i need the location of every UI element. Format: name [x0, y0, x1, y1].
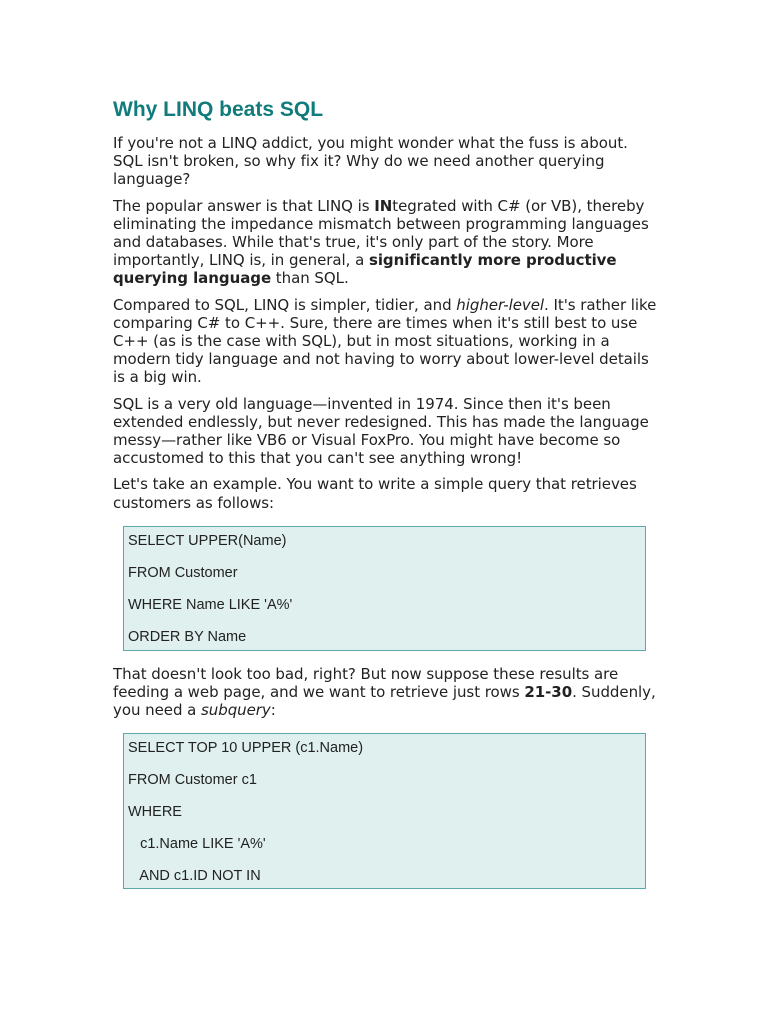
paragraph-example: Let's take an example. You want to write a simple query that retrieves customers as follows: — [113, 475, 637, 512]
paragraph-comparison — [113, 296, 661, 387]
code-block-simple-query — [123, 526, 646, 651]
code-line: WHERE — [128, 804, 182, 821]
bold-run: significantly more productive querying language — [113, 251, 617, 288]
code-line: c1.Name LIKE 'A%' — [128, 836, 266, 853]
code-line: ORDER BY Name — [128, 628, 247, 645]
bold-run: 21-30 — [524, 683, 573, 702]
paragraph-popular-answer — [113, 197, 661, 288]
code-line: WHERE Name LIKE 'A%' — [128, 596, 293, 613]
code-line: FROM Customer — [128, 564, 238, 581]
text-run: Compared to SQL, LINQ is simpler, tidier, and — [113, 295, 457, 314]
code-line: SELECT TOP 10 UPPER (c1.Name) — [128, 740, 364, 757]
text-run: tegrated with C# (or VB), thereby eliminating the impedance mismatch between programming languages and databases. While that's true, it's only part of the story. More importantly, LINQ is, in general, a — [113, 196, 649, 270]
text-run: That doesn't look too bad, right? But now suppose these results are feeding a web page, and we want to retrieve just rows — [113, 664, 619, 702]
code-block-paged-query — [123, 733, 646, 889]
paragraph-subquery — [113, 665, 661, 720]
article-title: Why LINQ beats SQL — [113, 98, 324, 121]
bold-run: IN — [374, 196, 393, 215]
article — [113, 96, 661, 889]
text-run: : — [270, 701, 276, 720]
paragraph-intro: If you're not a LINQ addict, you might wonder what the fuss is about. SQL isn't broken, so why fix it? Why do we need another querying language? — [113, 134, 628, 189]
text-run: The popular answer is that LINQ is — [113, 196, 375, 215]
text-run: than SQL. — [271, 269, 349, 288]
text-run: . It's rather like comparing C# to C++. Sure, there are times when it's still best to use C++ (as is the case with SQL), but in most situations, working in a modern tidy language and not having to worry about lower-level details is a big win. — [113, 295, 657, 387]
code-line: FROM Customer c1 — [128, 772, 257, 789]
code-line: SELECT UPPER(Name) — [128, 532, 287, 549]
paragraph-sql-history: SQL is a very old language—invented in 1974. Since then it's been extended endlessly, but never redesigned. This has made the language messy—rather like VB6 or Visual FoxPro. You might have become so accustomed to this that you can't see anything wrong! — [113, 394, 649, 468]
italic-run: subquery — [201, 701, 271, 720]
text-run: . Suddenly, you need a — [113, 683, 656, 720]
code-line: AND c1.ID NOT IN — [128, 868, 261, 885]
italic-run: higher-level — [456, 295, 545, 314]
